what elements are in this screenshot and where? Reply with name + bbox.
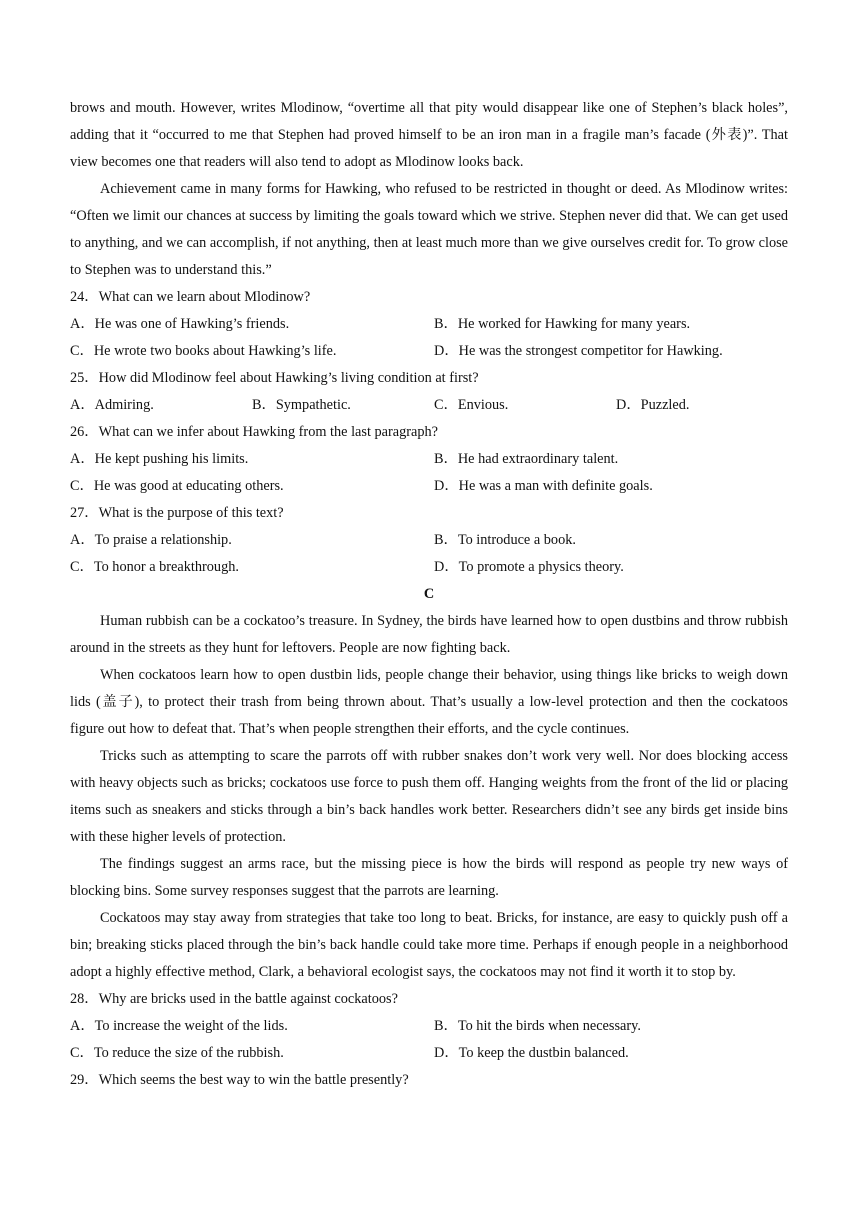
question-26-stem: 26．What can we infer about Hawking from the last paragraph? [70, 424, 439, 440]
passage-c-paragraph: The findings suggest an arms race, but the missing piece is how the birds will respond as people try new ways of blocking bins. Some survey responses suggest that the parrots are learning. [70, 856, 788, 899]
option-c: C．To honor a breakthrough. [70, 559, 239, 575]
question-27-options-row [70, 554, 788, 581]
question-24-options-row [70, 311, 788, 338]
passage-c-heading: C [423, 586, 435, 602]
passage-b-paragraph: Achievement came in many forms for Hawking, who refused to be restricted in thought or deed. As Mlodinow writes: “Often we limit our chances at success by limiting the goals toward which we strive. Stephen never did that. We can get used to anything, and we can accomplish, if not anything, then at least much more than we give ourselves credit for. To grow close to Stephen was to understand this.” [70, 181, 788, 278]
option-c: C．He was good at educating others. [70, 478, 284, 494]
option-c: C．He wrote two books about Hawking’s life. [70, 343, 337, 359]
option-c: C．Envious. [434, 397, 509, 413]
option-a: A．To praise a relationship. [70, 532, 232, 548]
question-24-stem: 24．What can we learn about Mlodinow? [70, 289, 311, 305]
option-d: D．To keep the dustbin balanced. [434, 1045, 629, 1061]
option-b: B．To introduce a book. [434, 532, 576, 548]
question-26-options-row [70, 446, 788, 473]
option-b: B．Sympathetic. [252, 397, 351, 413]
option-d: D．To promote a physics theory. [434, 559, 624, 575]
question-27-options-row [70, 527, 788, 554]
option-b: B．To hit the birds when necessary. [434, 1018, 641, 1034]
question-25-options-row [70, 392, 788, 419]
question-28-options-row [70, 1040, 788, 1067]
page-content [70, 95, 788, 1094]
option-a: A．To increase the weight of the lids. [70, 1018, 288, 1034]
passage-c-paragraph: Tricks such as attempting to scare the parrots off with rubber snakes don’t work very well. Nor does blocking access with heavy objects such as bricks; cockatoos use force to push them off. Hanging weights from the front of the lid or placing items such as sneakers and sticks through a bin’s back handles work better. Researchers didn’t see any birds get inside bins with these higher levels of protection. [70, 748, 788, 845]
question-25-stem: 25．How did Mlodinow feel about Hawking’s living condition at first? [70, 370, 479, 386]
question-27-stem: 27．What is the purpose of this text? [70, 505, 284, 521]
option-d: D．Puzzled. [616, 397, 690, 413]
passage-b-paragraph: brows and mouth. However, writes Mlodinow, “overtime all that pity would disappear like one of Stephen’s black holes”, adding that it “occurred to me that Stephen had proved himself to be an iron man in a fragile man’s facade (外表)”. That view becomes one that readers will also tend to adopt as Mlodinow looks back. [70, 100, 788, 170]
passage-c-paragraph: Cockatoos may stay away from strategies that take too long to beat. Bricks, for instance, are easy to quickly push off a bin; breaking sticks placed through the bin’s back handle could take more time. Perhaps if enough people in a neighborhood adopt a highly effective method, Clark, a behavioral ecologist says, the cockatoos may not find it worth it to stop by. [70, 910, 788, 980]
question-29-stem: 29．Which seems the best way to win the battle presently? [70, 1072, 409, 1088]
option-a: A．He was one of Hawking’s friends. [70, 316, 290, 332]
option-d: D．He was a man with definite goals. [434, 478, 653, 494]
option-a: A．Admiring. [70, 397, 154, 413]
option-b: B．He worked for Hawking for many years. [434, 316, 691, 332]
option-d: D．He was the strongest competitor for Hawking. [434, 343, 723, 359]
passage-c-paragraph: Human rubbish can be a cockatoo’s treasure. In Sydney, the birds have learned how to open dustbins and throw rubbish around in the streets as they hunt for leftovers. People are now fighting back. [70, 613, 788, 656]
passage-c-paragraph: When cockatoos learn how to open dustbin lids, people change their behavior, using things like bricks to weigh down lids (盖子), to protect their trash from being thrown about. That’s usually a low-level protection and then the cockatoos figure out how to defeat that. That’s when people strengthen their efforts, and the cycle continues. [70, 667, 788, 737]
question-28-stem: 28．Why are bricks used in the battle against cockatoos? [70, 991, 398, 1007]
option-b: B．He had extraordinary talent. [434, 451, 619, 467]
option-a: A．He kept pushing his limits. [70, 451, 249, 467]
question-28-options-row [70, 1013, 788, 1040]
question-24-options-row [70, 338, 788, 365]
question-26-options-row [70, 473, 788, 500]
option-c: C．To reduce the size of the rubbish. [70, 1045, 284, 1061]
